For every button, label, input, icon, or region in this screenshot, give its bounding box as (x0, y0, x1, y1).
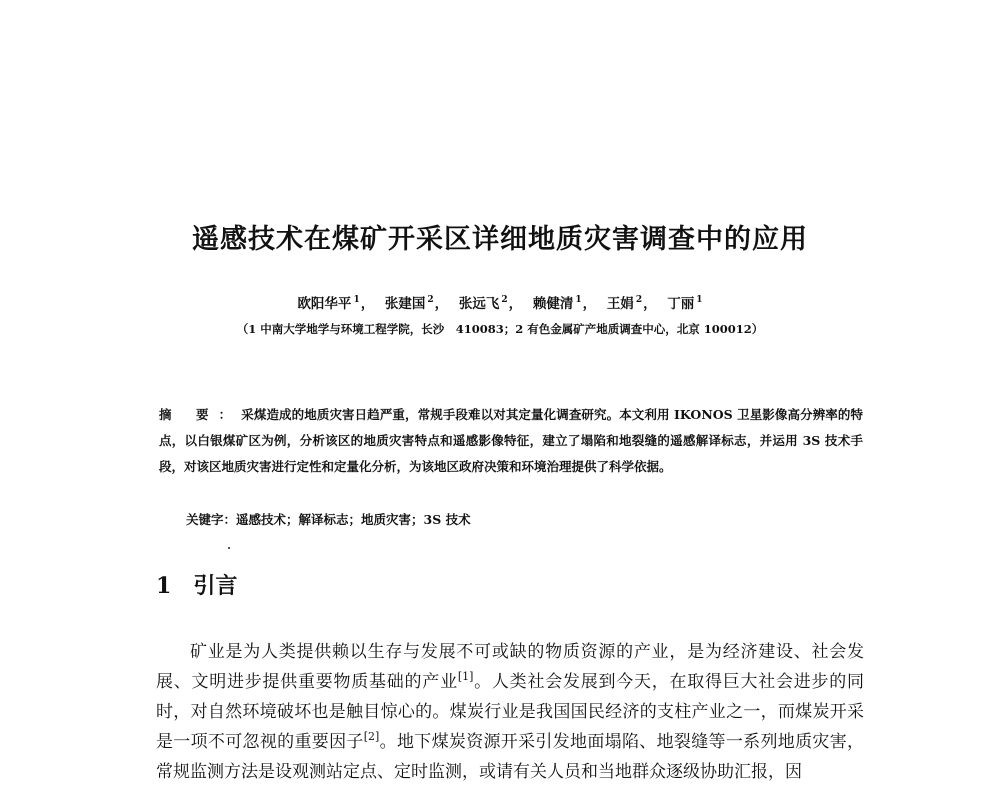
body-text-segment: 。人类社会发展到今天，在取得巨大社会进步的同时，对自然环境破坏也是触目惊心的。煤炭行业是我国国民经济的支柱产业之一，而煤炭开采是一项不可忽视的重要因子 (156, 672, 865, 752)
abstract-label: 摘 要： (159, 407, 242, 422)
abstract (159, 402, 863, 480)
author (533, 294, 582, 314)
section-title: 引言 (193, 573, 238, 599)
author-name: 张远飞 (458, 296, 500, 312)
author (607, 294, 642, 314)
author-separator: ， (360, 296, 375, 312)
scan-speck (228, 547, 230, 549)
author-separator: ， (508, 296, 523, 312)
keywords (186, 508, 471, 532)
author (459, 294, 508, 314)
author-separator: ， (582, 296, 597, 312)
author-affiliation-mark: 1 (575, 295, 582, 305)
citation[interactable]: [2] (363, 730, 380, 743)
citation[interactable]: [1] (457, 670, 474, 683)
author (297, 294, 359, 314)
body-paragraph (156, 637, 864, 787)
author-affiliation-mark: 1 (353, 295, 360, 305)
author (667, 294, 702, 314)
author-name: 张建国 (384, 296, 426, 312)
author-name: 王娟 (606, 296, 634, 312)
affiliation-line: （1 中南大学地学与环境工程学院，长沙 410083；2 有色金属矿产地质调查中心，北京 100012） (236, 322, 764, 336)
author-separator: ， (643, 296, 657, 312)
author-name: 赖健清 (532, 296, 574, 312)
author-affiliation-mark: 2 (501, 295, 508, 305)
author (385, 294, 434, 314)
body-text-segment: 。地下煤炭资源开采引发地面塌陷、地裂缝等一系列地质灾害，常规监测方法是设观测站定点、定时监测，或请有关人员和当地群众逐级协助汇报，因 (156, 732, 865, 782)
author-name: 欧阳华平 (297, 296, 352, 312)
section-number: 1 (156, 573, 172, 599)
keywords-label: 关键字： (186, 512, 237, 527)
author-name: 丁丽 (667, 296, 695, 312)
author-list (0, 294, 1000, 314)
paper-title: 遥感技术在煤矿开采区详细地质灾害调查中的应用 (192, 224, 808, 255)
body-text-segment: 矿业是为人类提供赖以生存与发展不可或缺的物质资源的产业，是为经济建设、社会发展、文明进步提供重要物质基础的产业 (156, 642, 864, 692)
author-affiliation-mark: 1 (696, 295, 703, 305)
abstract-text: 采煤造成的地质灾害日趋严重，常规手段难以对其定量化调查研究。本文利用 IKONOS 卫星影像高分辨率的特点，以白银煤矿区为例，分析该区的地质灾害特点和遥感影像特征，建立了塌陷和地裂缝的遥感解译标志，并运用 3S 技术手段，对该区地质灾害进行定性和定量化分析，为该地区政府决策和环境治理提供了科学依据。 (159, 407, 863, 474)
section-heading (156, 570, 237, 602)
author-affiliation-mark: 2 (427, 295, 434, 305)
keywords-text: 遥感技术；解译标志；地质灾害；3S 技术 (236, 512, 471, 527)
author-affiliation-mark: 2 (635, 295, 643, 305)
author-separator: ， (434, 296, 449, 312)
